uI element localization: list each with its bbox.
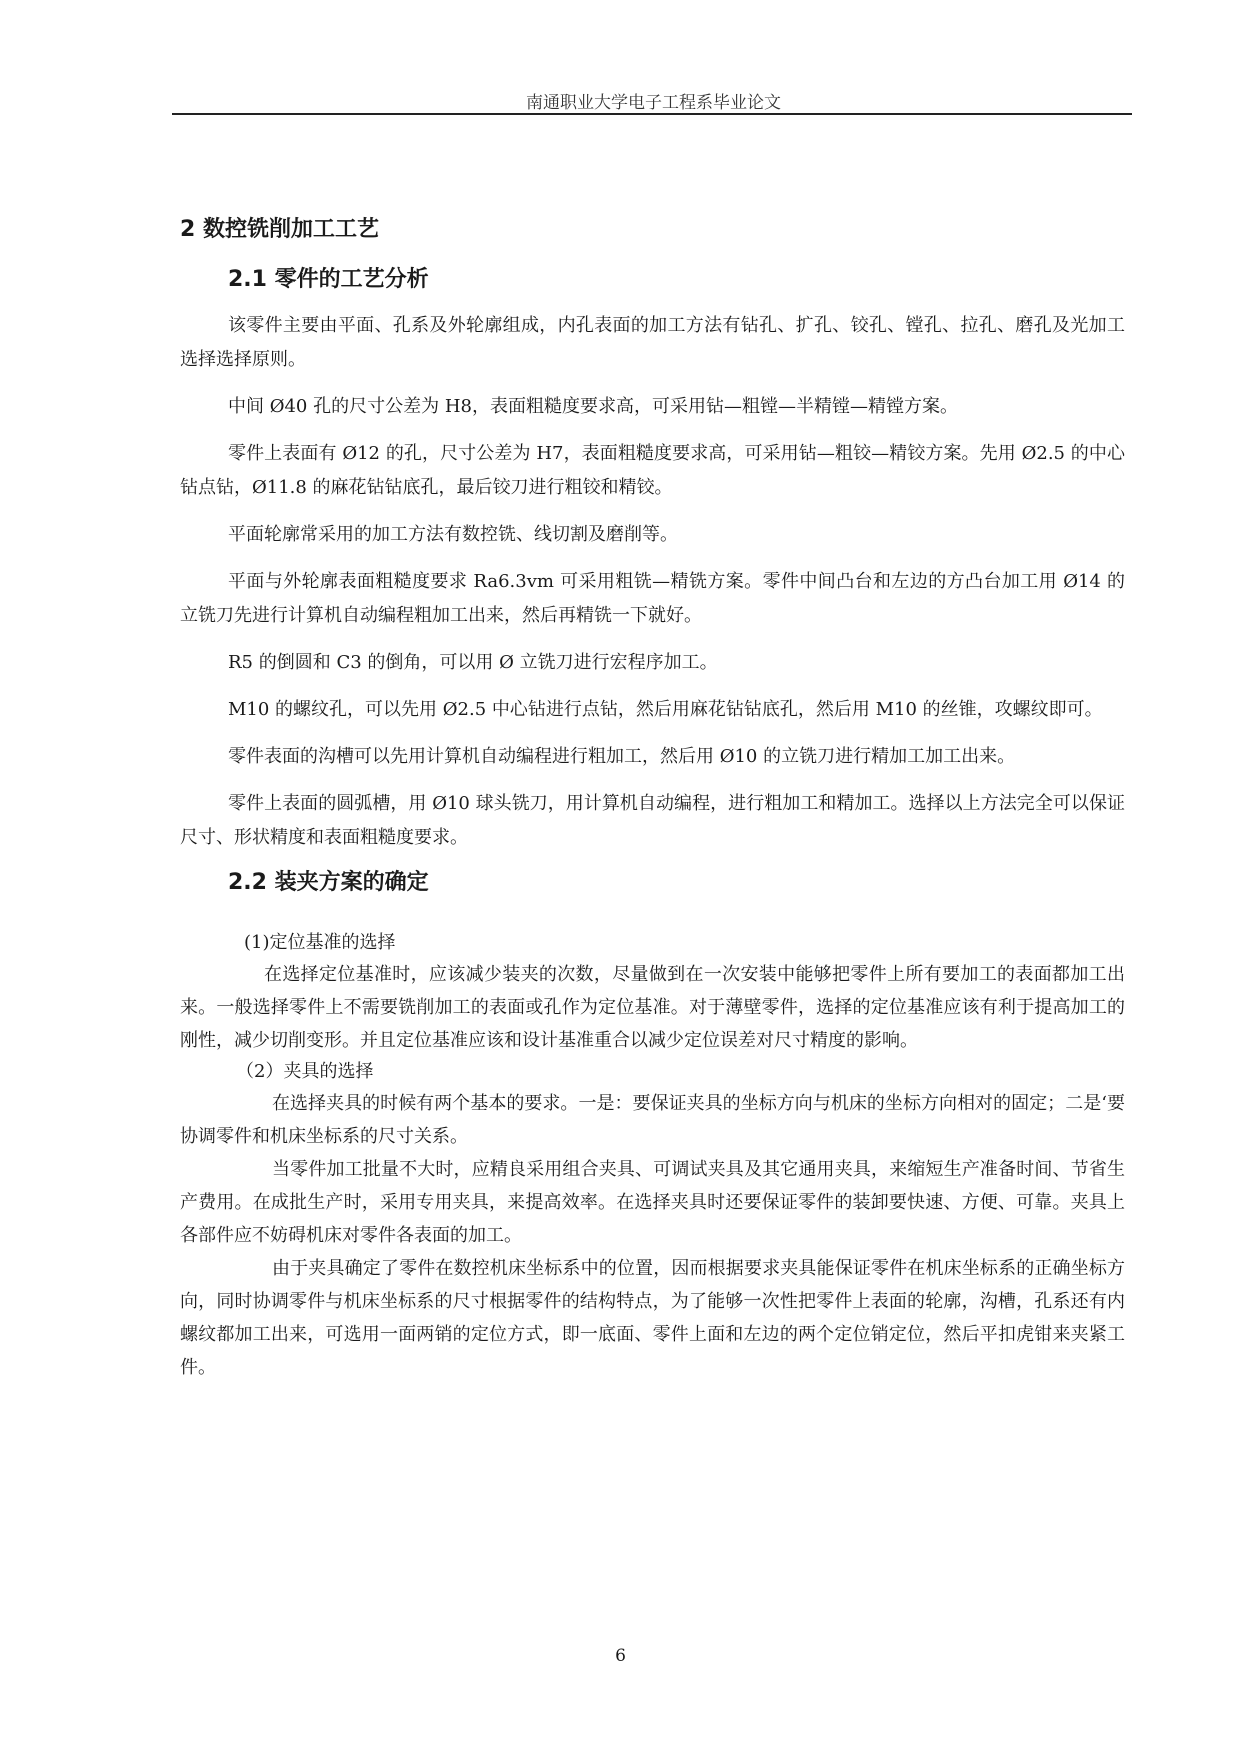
running-header: 南通职业大学电子工程系毕业论文: [526, 93, 781, 113]
header-rule: [172, 113, 1132, 115]
section-title-2-2: 2.2 装夹方案的确定: [228, 870, 429, 895]
paragraph: 由于夹具确定了零件在数控机床坐标系中的位置，因而根据要求夹具能保证零件在机床坐标系的正确坐标方向，同时协调零件与机床坐标系的尺寸根据零件的结构特点，为了能够一次性把零件上表面的轮廓，沟槽，孔系还有内螺纹都加工出来，可选用一面两销的定位方式，即一底面、零件上面和左边的两个定位销定位，然后平扣虎钳来夹紧工件。: [180, 1258, 1125, 1378]
paragraph: 该零件主要由平面、孔系及外轮廓组成，内孔表面的加工方法有钻孔、扩孔、铰孔、镗孔、拉孔、磨孔及光加工选择选择原则。: [180, 315, 1125, 370]
paragraph: 零件上表面有 Ø12 的孔，尺寸公差为 H7，表面粗糙度要求高，可采用钻—粗铰—精铰方案。先用 Ø2.5 的中心钻点钻，Ø11.8 的麻花钻钻底孔，最后铰刀进行粗铰和精铰。: [180, 443, 1125, 498]
paragraph: M10 的螺纹孔，可以先用 Ø2.5 中心钻进行点钻，然后用麻花钻钻底孔，然后用 M10 的丝锥，攻螺纹即可。: [228, 699, 1103, 720]
page-content: [180, 215, 1125, 1384]
paragraph: 零件表面的沟槽可以先用计算机自动编程进行粗加工，然后用 Ø10 的立铣刀进行精加工加工出来。: [228, 746, 1016, 767]
paragraph: 在选择夹具的时候有两个基本的要求。一是：要保证夹具的坐标方向与机床的坐标方向相对的固定；二是‘要协调零件和机床坐标系的尺寸关系。: [180, 1093, 1125, 1147]
fixture-plan-list: [180, 928, 1125, 1384]
chapter-title: 2 数控铣削加工工艺: [180, 217, 379, 242]
paragraph: 在选择定位基准时，应该减少装夹的次数，尽量做到在一次安装中能够把零件上所有要加工的表面都加工出来。一般选择零件上不需要铣削加工的表面或孔作为定位基准。对于薄壁零件，选择的定位基准应该有利于提高加工的刚性，减少切削变形。并且定位基准应该和设计基准重合以减少定位误差对尺寸精度的影响。: [180, 964, 1125, 1051]
subsection-heading-datum: (1)定位基准的选择: [244, 932, 396, 953]
section-title-2-1: 2.1 零件的工艺分析: [228, 267, 429, 292]
paragraph: 平面轮廓常采用的加工方法有数控铣、线切割及磨削等。: [228, 524, 678, 545]
paragraph: R5 的倒圆和 C3 的倒角，可以用 Ø 立铣刀进行宏程序加工。: [228, 652, 718, 673]
paragraph: 当零件加工批量不大时，应精良采用组合夹具、可调试夹具及其它通用夹具，来缩短生产准备时间、节省生产费用。在成批生产时，采用专用夹具，来提高效率。在选择夹具时还要保证零件的装卸要快速、方便、可靠。夹具上各部件应不妨碍机床对零件各表面的加工。: [180, 1159, 1125, 1246]
page-number: 6: [615, 1646, 626, 1666]
paragraph: 中间 Ø40 孔的尺寸公差为 H8，表面粗糙度要求高，可采用钻—粗镗—半精镗—精镗方案。: [228, 396, 958, 417]
paragraph: 零件上表面的圆弧槽，用 Ø10 球头铣刀，用计算机自动编程，进行粗加工和精加工。选择以上方法完全可以保证尺寸、形状精度和表面粗糙度要求。: [180, 793, 1125, 848]
subsection-heading-fixture: （2）夹具的选择: [236, 1061, 374, 1082]
paragraph: 平面与外轮廓表面粗糙度要求 Ra6.3vm 可采用粗铣—精铣方案。零件中间凸台和左边的方凸台加工用 Ø14 的立铣刀先进行计算机自动编程粗加工出来，然后再精铣一下就好。: [180, 571, 1125, 626]
